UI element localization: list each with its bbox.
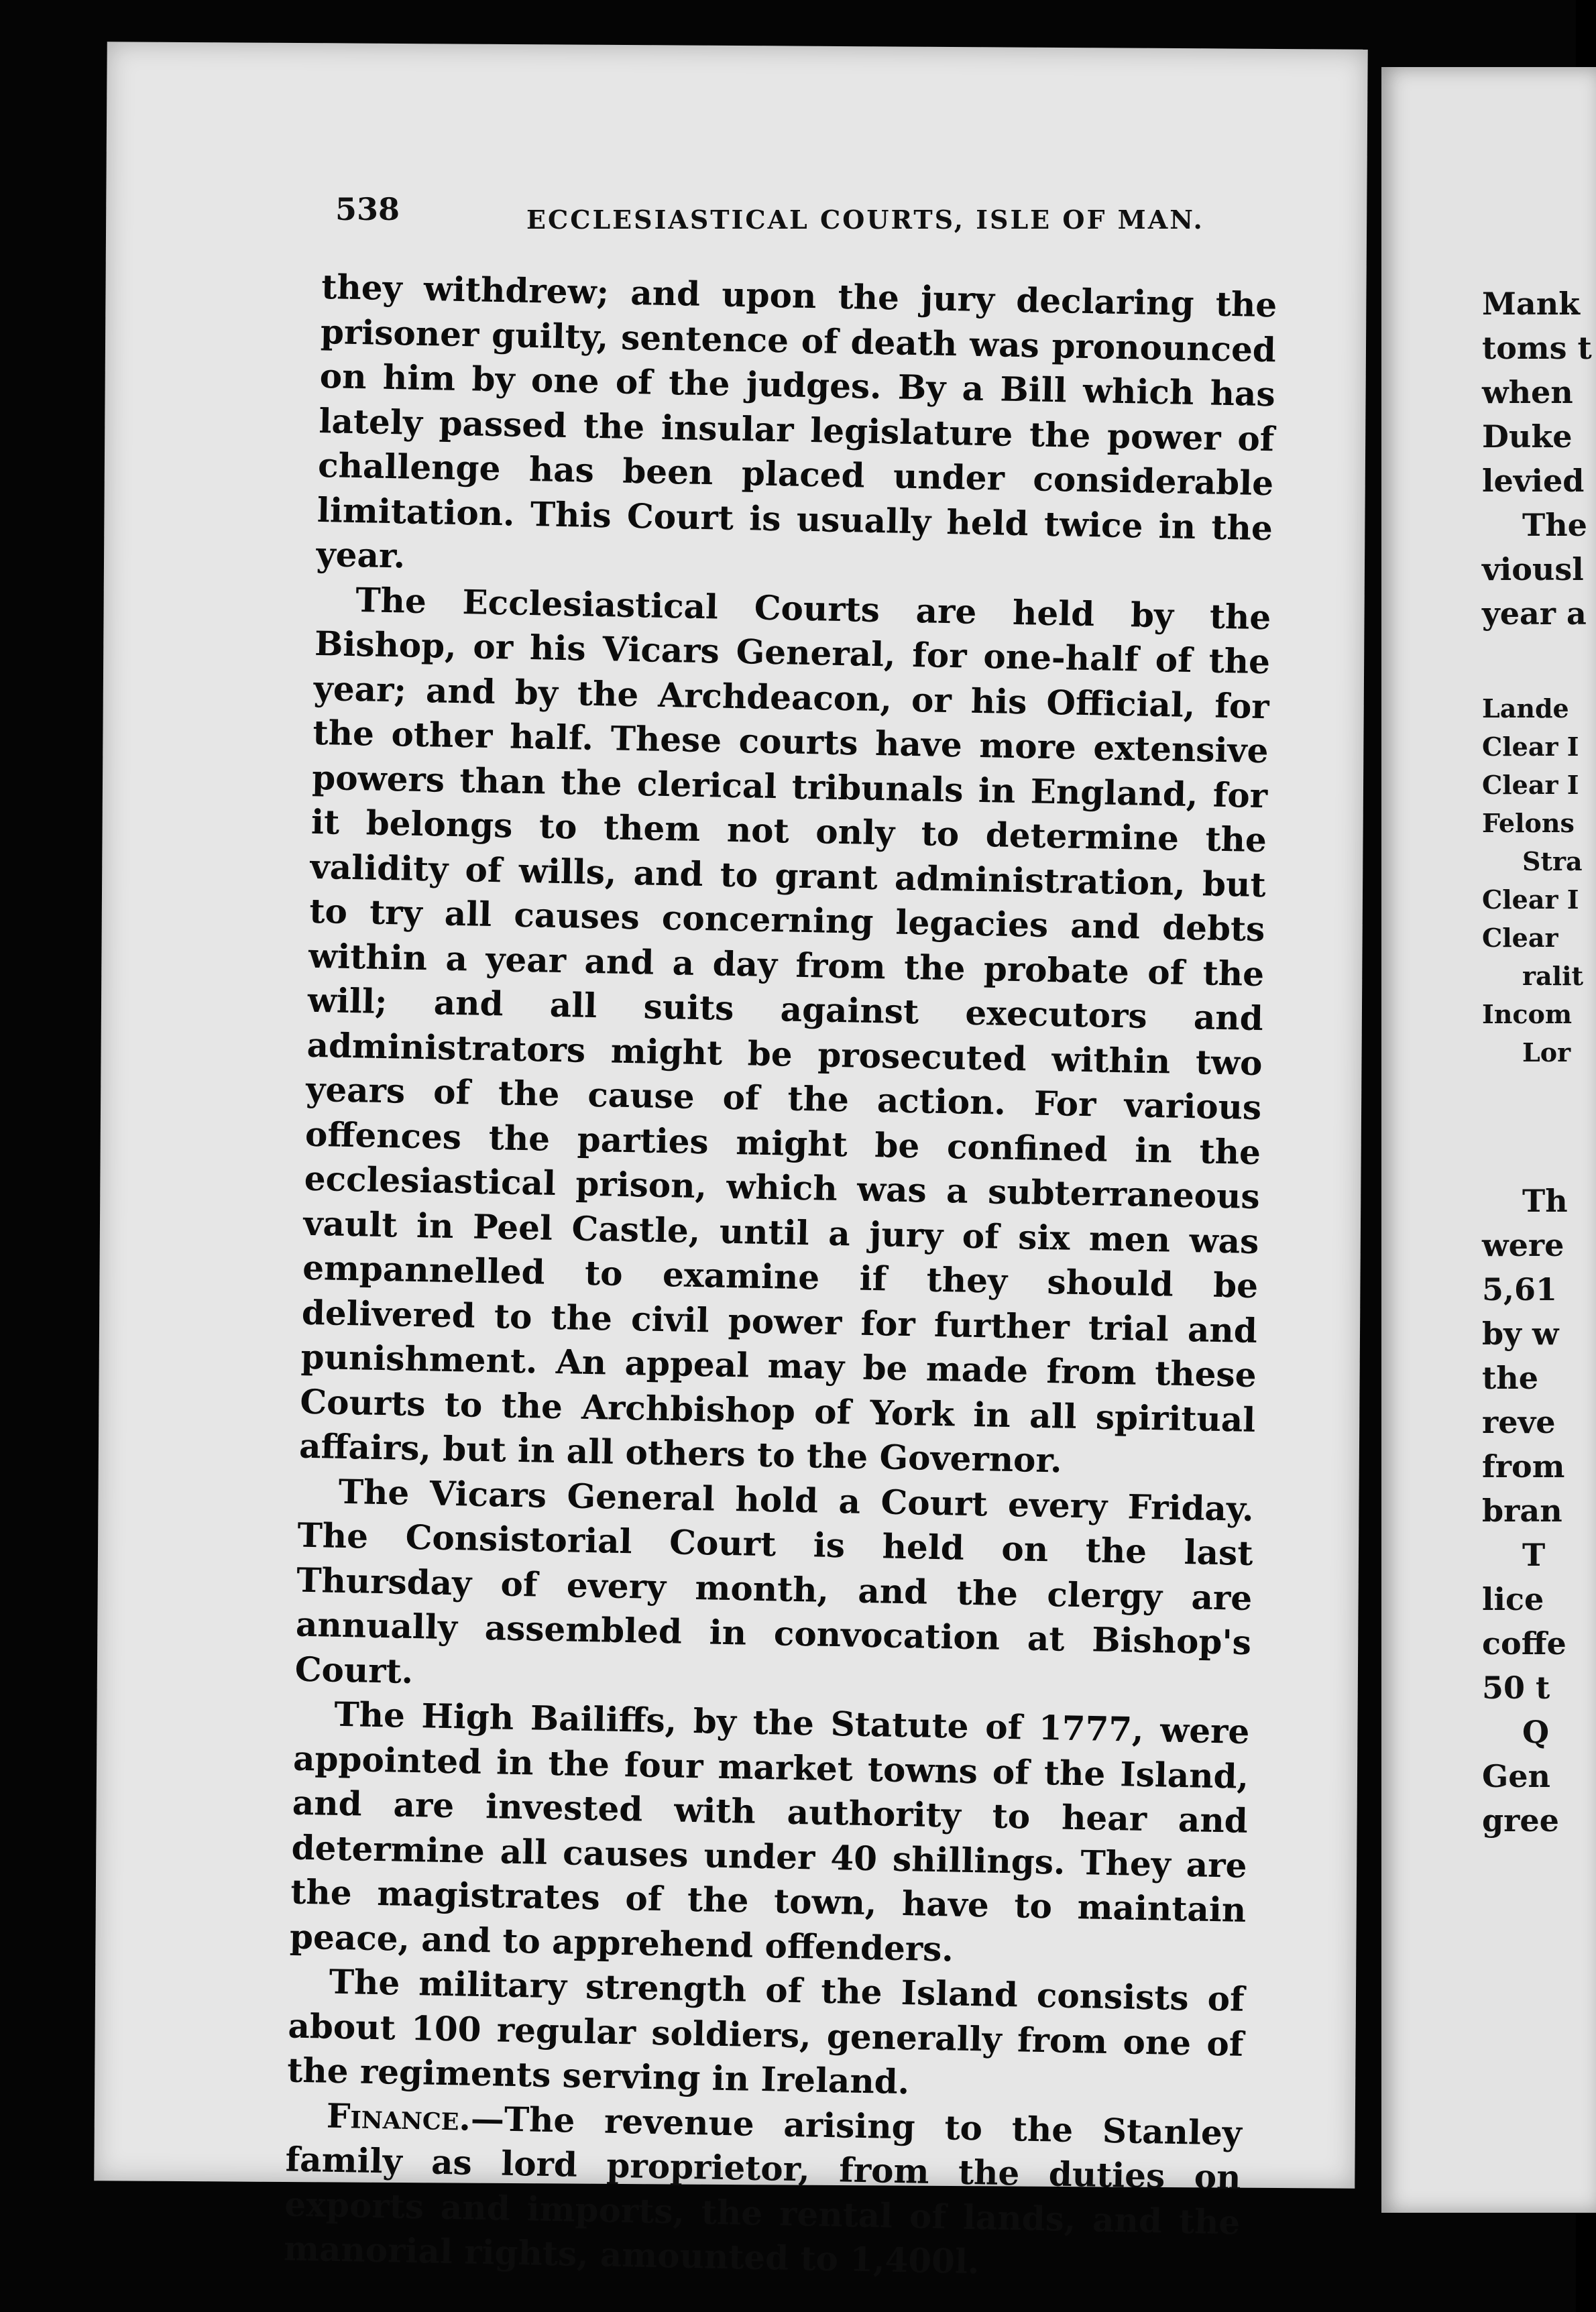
paragraph-finance xyxy=(284,2093,1243,2289)
spacer xyxy=(1482,636,1576,689)
right-fragment: were xyxy=(1482,1227,1564,1263)
right-fragment: The xyxy=(1522,507,1587,543)
right-fragment: 5,61 xyxy=(1482,1271,1558,1308)
right-table-row: Clear I xyxy=(1482,770,1579,800)
right-fragment: bran xyxy=(1482,1493,1562,1529)
paragraph-military-strength: The military strength of the Island consists of about 100 regular soldiers, generally from one of the regiments serving in Ireland. xyxy=(286,1961,1245,2102)
right-fragment: lice xyxy=(1482,1581,1544,1617)
right-fragment: year a xyxy=(1482,595,1587,632)
paragraph-high-bailiffs: The High Bailiffs, by the Statute of 1777, were appointed in the four market towns of the Island, and are invested with authority to hear and determine all causes under 40 shillings. They are the magistrates of the town, have to maintain peace, and to apprehend offenders. xyxy=(289,1694,1250,1969)
finance-heading: Finance. xyxy=(326,2095,471,2138)
right-fragment: Duke xyxy=(1482,418,1573,455)
right-fragment: Th xyxy=(1522,1183,1568,1219)
right-table-row: Clear xyxy=(1482,923,1558,953)
right-fragment: the xyxy=(1482,1360,1538,1396)
right-table-row: ralit xyxy=(1522,961,1584,991)
paragraph-vicars-general: The Vicars General hold a Court every Friday. The Consistorial Court is held on the last Thursday of every month, and the clergy are annually assembled in convocation at Bishop's Court. xyxy=(294,1471,1255,1691)
right-fragment: Gen xyxy=(1482,1758,1550,1794)
right-table-row: Clear I xyxy=(1482,884,1579,915)
right-table-row: Stra xyxy=(1522,846,1583,876)
right-table-row: Clear I xyxy=(1482,732,1579,762)
right-table-row: Lor xyxy=(1522,1037,1571,1067)
right-fragment: gree xyxy=(1482,1802,1559,1839)
right-fragment: Q xyxy=(1522,1714,1550,1750)
right-fragment: Mank xyxy=(1482,286,1581,322)
right-fragment: 50 t xyxy=(1482,1670,1550,1706)
paragraph-trial-conclusion: they withdrew; and upon the jury declaring the prisoner guilty, sentence of death was pronounced on him by one of the judges. By a Bill which has lately passed the insular legislature the power of challenge has been placed under considerable limitation. This Court is usually held twice in the year. xyxy=(316,266,1277,576)
right-fragment: viousl xyxy=(1482,551,1584,587)
running-head: ECCLESIASTICAL COURTS, ISLE OF MAN. xyxy=(526,205,1204,235)
right-fragment: reve xyxy=(1482,1404,1556,1440)
spacer xyxy=(1482,1072,1576,1179)
right-page-text xyxy=(1482,282,1592,1843)
finance-text: —The revenue arising to the Stanley family as lord proprietor, from the duties on exports and imports, the rental of lands, and the manorial rights, amounted to 1,400l. xyxy=(283,2098,1243,2282)
right-fragment: levied xyxy=(1482,463,1585,499)
right-fragment: T xyxy=(1522,1537,1546,1573)
right-table-row: Felons xyxy=(1482,808,1575,838)
right-fragment: toms t xyxy=(1482,330,1592,366)
right-fragment: by w xyxy=(1482,1316,1559,1352)
body-text xyxy=(284,265,1277,2289)
right-fragment: coffe xyxy=(1482,1625,1566,1662)
right-table-row: Lande xyxy=(1482,693,1569,724)
right-fragment: from xyxy=(1482,1448,1565,1485)
right-table-row: Incom xyxy=(1482,999,1573,1029)
paragraph-ecclesiastical-courts: The Ecclesiastical Courts are held by the Bishop, or his Vicars General, for one-half of the year; and by the Archdeacon, or his Official, for the other half. These courts have more extensive powers than the clerical tribunals in England, for it belongs to them not only to determine the validity of wills, and to grant administration, but to try all causes concerning legacies and debts within a year and a day from the probate of the will; and all suits against executors and administrators might be prosecuted within two years of the cause of the action. For various offences the parties might be confined in the ecclesiastical prison, which was a subterraneous vault in Peel Castle, until a jury of six men was empannelled to examine if they should be delivered to the civil power for further trial and punishment. An appeal may be made from these Courts to the Archbishop of York in all spiritual affairs, but in all others to the Governor. xyxy=(298,579,1271,1481)
right-fragment: when xyxy=(1482,374,1573,410)
page-number: 538 xyxy=(335,191,400,227)
